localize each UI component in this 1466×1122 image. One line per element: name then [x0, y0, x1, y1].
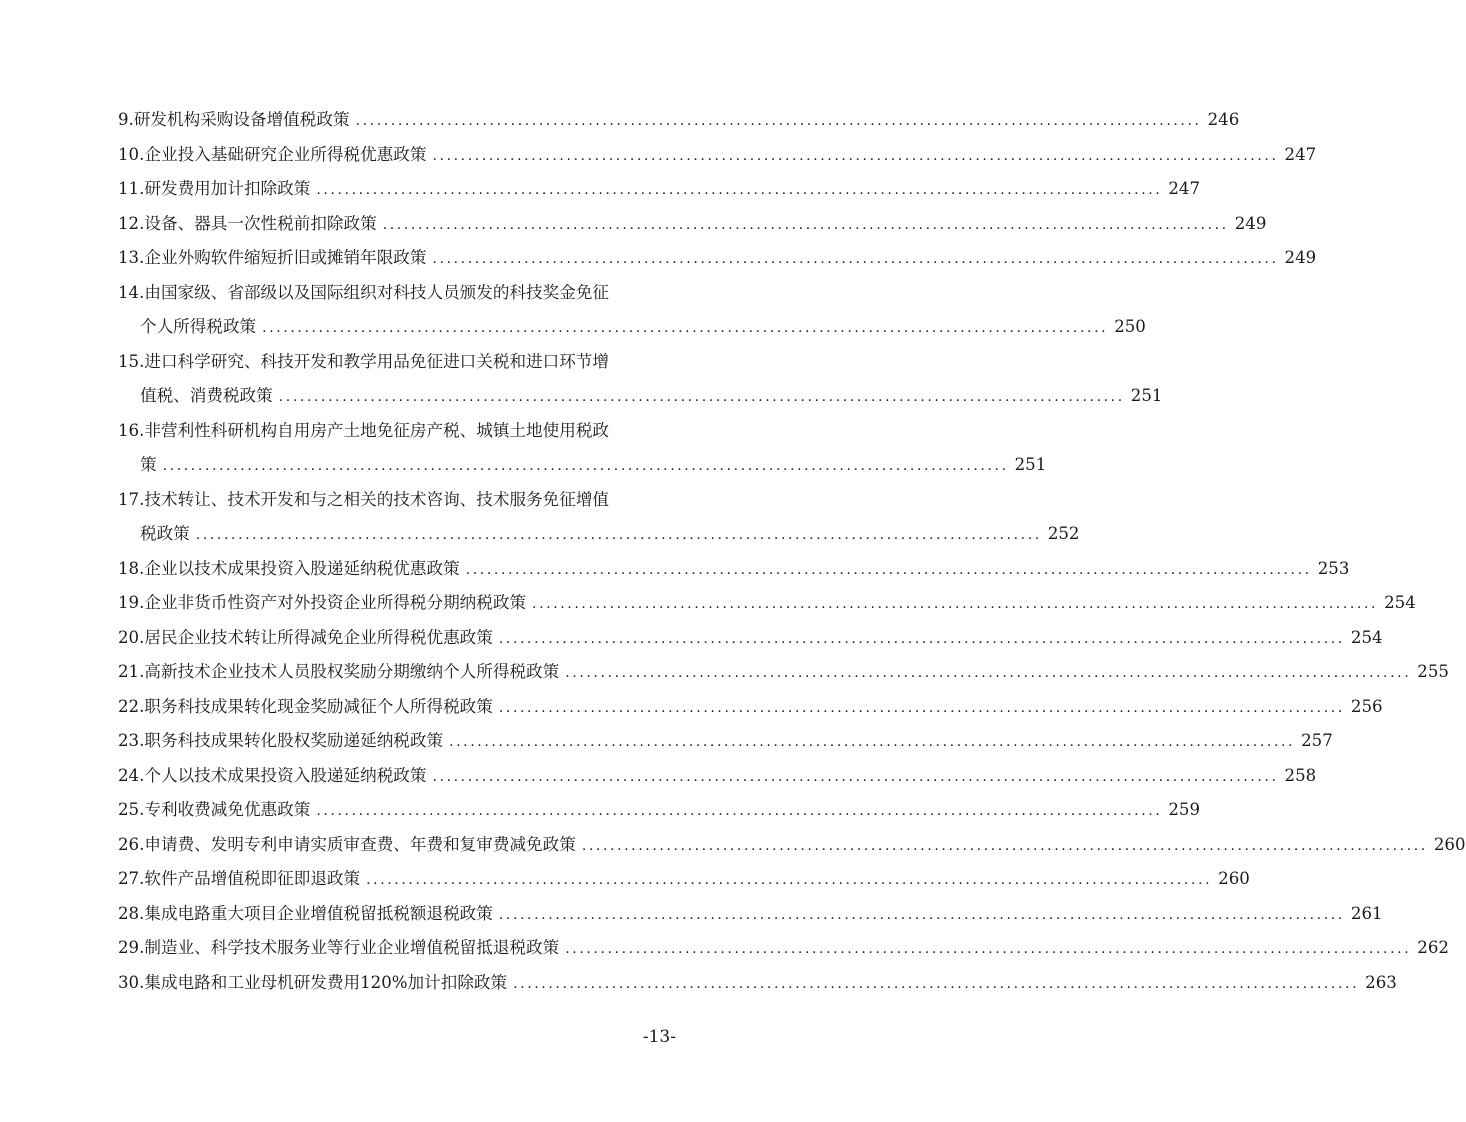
toc-entry[interactable]	[118, 966, 1397, 1001]
toc-entry[interactable]	[118, 690, 1383, 725]
dot-leader: ........................................................................................................................	[498, 699, 1345, 716]
toc-entry-page: 249	[1284, 248, 1317, 267]
toc-entry-title-line	[118, 828, 1466, 863]
toc-entry-continuation-line	[118, 517, 1080, 552]
dot-leader: ........................................................................................................................	[581, 837, 1428, 854]
toc-entry-text: 10.企业投入基础研究企业所得税优惠政策	[118, 144, 427, 164]
toc-entry-text: 27.软件产品增值税即征即退政策	[118, 869, 361, 888]
toc-entry-title-line	[118, 276, 678, 311]
dot-leader: ........................................................................................................................	[278, 389, 1125, 405]
dot-leader: ........................................................................................................................	[498, 906, 1345, 923]
toc-entry[interactable]	[118, 793, 1201, 828]
toc-entry-page: 246	[1207, 110, 1240, 129]
toc-entry[interactable]	[118, 414, 1047, 483]
toc-entry-page: 247	[1284, 144, 1317, 164]
toc-entry-text: 值税、消费税政策	[140, 386, 273, 405]
toc-entry-title-line	[118, 172, 1201, 207]
toc-entry-page: 260	[1433, 834, 1466, 854]
toc-entry-text: 28.集成电路重大项目企业增值税留抵税额退税政策	[118, 903, 493, 923]
toc-entry-continuation-line	[118, 448, 1047, 483]
toc-entry-page: 256	[1350, 696, 1383, 716]
dot-leader: ........................................................................................................................	[195, 527, 1042, 543]
toc-entry-continuation-line	[118, 310, 1146, 345]
toc-entry-page: 257	[1301, 731, 1333, 750]
toc-entry-text: 策	[140, 455, 157, 474]
toc-entry-text: 23.职务科技成果转化股权奖励递延纳税政策	[118, 731, 444, 750]
dot-leader: ........................................................................................................................	[513, 975, 1360, 992]
dot-leader: ........................................................................................................................	[498, 630, 1345, 647]
toc-entry-text: 22.职务科技成果转化现金奖励减征个人所得税政策	[118, 696, 493, 716]
toc-entry-title-line	[118, 862, 1250, 897]
toc-entry[interactable]	[118, 345, 1163, 414]
toc-entry-text: 17.技术转让、技术开发和与之相关的技术咨询、技术服务免征增值	[118, 489, 610, 509]
toc-entry-page: 252	[1047, 524, 1080, 543]
table-of-contents	[118, 103, 1466, 1000]
toc-entry-title-line	[118, 655, 1449, 690]
toc-entry-page: 259	[1168, 800, 1201, 819]
toc-entry[interactable]	[118, 897, 1383, 932]
toc-entry-title-line	[118, 241, 1317, 276]
toc-entry-page: 255	[1417, 662, 1449, 681]
toc-entry-page: 250	[1114, 317, 1146, 336]
toc-entry-title-line	[118, 345, 678, 380]
toc-entry-title-line	[118, 897, 1383, 932]
toc-entry-text: 21.高新技术企业技术人员股权奖励分期缴纳个人所得税政策	[118, 662, 560, 681]
toc-entry-text: 19.企业非货币性资产对外投资企业所得税分期纳税政策	[118, 593, 527, 612]
toc-entry-text: 20.居民企业技术转让所得减免企业所得税优惠政策	[118, 627, 493, 647]
toc-entry-page: 251	[1014, 455, 1047, 474]
toc-entry-page: 253	[1317, 558, 1350, 578]
toc-entry-title-line	[118, 724, 1333, 759]
dot-leader: ........................................................................................................................	[366, 872, 1213, 888]
toc-entry[interactable]	[118, 172, 1201, 207]
dot-leader: ........................................................................................................................	[316, 803, 1163, 819]
toc-entry-text: 税政策	[140, 524, 190, 543]
toc-entry[interactable]	[118, 207, 1267, 242]
dot-leader: ........................................................................................................................	[316, 182, 1163, 198]
toc-entry-title-line	[118, 103, 1240, 138]
toc-entry-title-line	[118, 483, 678, 518]
toc-entry-title-line	[118, 414, 678, 449]
dot-leader: ........................................................................................................................	[382, 216, 1229, 233]
toc-entry[interactable]	[118, 931, 1449, 966]
toc-entry-title-line	[118, 690, 1383, 725]
toc-entry-text: 25.专利收费减免优惠政策	[118, 800, 311, 819]
toc-entry-text: 26.申请费、发明专利申请实质审查费、年费和复审费减免政策	[118, 834, 576, 854]
toc-entry-title-line	[118, 931, 1449, 966]
dot-leader: ........................................................................................................................	[162, 458, 1009, 474]
toc-entry[interactable]	[118, 862, 1250, 897]
toc-entry-text: 13.企业外购软件缩短折旧或摊销年限政策	[118, 248, 427, 267]
dot-leader: ........................................................................................................................	[465, 561, 1312, 578]
toc-entry[interactable]	[118, 759, 1317, 794]
toc-entry[interactable]	[118, 724, 1333, 759]
dot-leader: ........................................................................................................................	[432, 251, 1279, 267]
toc-entry-title-line	[118, 207, 1267, 242]
toc-entry[interactable]	[118, 621, 1383, 656]
toc-entry-page: 249	[1234, 213, 1267, 233]
toc-entry-page: 247	[1168, 179, 1201, 198]
toc-entry-title-line	[118, 138, 1317, 173]
toc-entry-text: 个人所得税政策	[140, 317, 257, 336]
toc-entry-page: 263	[1365, 972, 1397, 992]
dot-leader: ........................................................................................................................	[565, 665, 1412, 681]
toc-entry-page: 260	[1218, 869, 1250, 888]
toc-entry[interactable]	[118, 483, 1080, 552]
toc-entry[interactable]	[118, 138, 1317, 173]
dot-leader: ........................................................................................................................	[355, 113, 1202, 129]
toc-entry-text: 16.非营利性科研机构自用房产土地免征房产税、城镇土地使用税政	[118, 420, 610, 440]
toc-entry-text: 15.进口科学研究、科技开发和教学用品免征进口关税和进口环节增	[118, 351, 610, 371]
toc-entry-text: 29.制造业、科学技术服务业等行业企业增值税留抵退税政策	[118, 938, 560, 957]
toc-entry-page: 258	[1284, 765, 1317, 785]
toc-entry[interactable]	[118, 586, 1416, 621]
toc-entry-page: 261	[1350, 903, 1383, 923]
toc-entry-page: 254	[1384, 593, 1416, 612]
toc-entry[interactable]	[118, 828, 1466, 863]
toc-entry-title-line	[118, 793, 1201, 828]
toc-entry-text: 18.企业以技术成果投资入股递延纳税优惠政策	[118, 558, 460, 578]
toc-entry-title-line	[118, 621, 1383, 656]
toc-entry-page: 262	[1417, 938, 1449, 957]
toc-entry-page: 254	[1350, 627, 1383, 647]
toc-entry-text: 24.个人以技术成果投资入股递延纳税政策	[118, 765, 427, 785]
toc-entry[interactable]	[118, 276, 1146, 345]
dot-leader: ........................................................................................................................	[262, 320, 1109, 336]
toc-entry-page: 251	[1130, 386, 1163, 405]
toc-entry-text: 11.研发费用加计扣除政策	[118, 179, 311, 198]
dot-leader: ........................................................................................................................	[432, 147, 1279, 164]
toc-entry[interactable]	[118, 103, 1240, 138]
toc-entry-title-line	[118, 552, 1350, 587]
page-number: -13-	[642, 1027, 676, 1047]
dot-leader: ........................................................................................................................	[432, 768, 1279, 785]
toc-entry-text: 12.设备、器具一次性税前扣除政策	[118, 213, 377, 233]
toc-entry[interactable]	[118, 655, 1449, 690]
toc-entry[interactable]	[118, 241, 1317, 276]
dot-leader: ........................................................................................................................	[565, 941, 1412, 957]
toc-entry-text: 9.研发机构采购设备增值税政策	[118, 110, 350, 129]
toc-entry-title-line	[118, 586, 1416, 621]
toc-entry[interactable]	[118, 552, 1350, 587]
toc-entry-continuation-line	[118, 379, 1163, 414]
toc-entry-text: 30.集成电路和工业母机研发费用120%加计扣除政策	[118, 972, 508, 992]
toc-entry-title-line	[118, 966, 1397, 1001]
toc-entry-title-line	[118, 759, 1317, 794]
dot-leader: ........................................................................................................................	[532, 596, 1379, 612]
toc-entry-text: 14.由国家级、省部级以及国际组织对科技人员颁发的科技奖金免征	[118, 282, 610, 302]
dot-leader: ........................................................................................................................	[449, 734, 1296, 750]
